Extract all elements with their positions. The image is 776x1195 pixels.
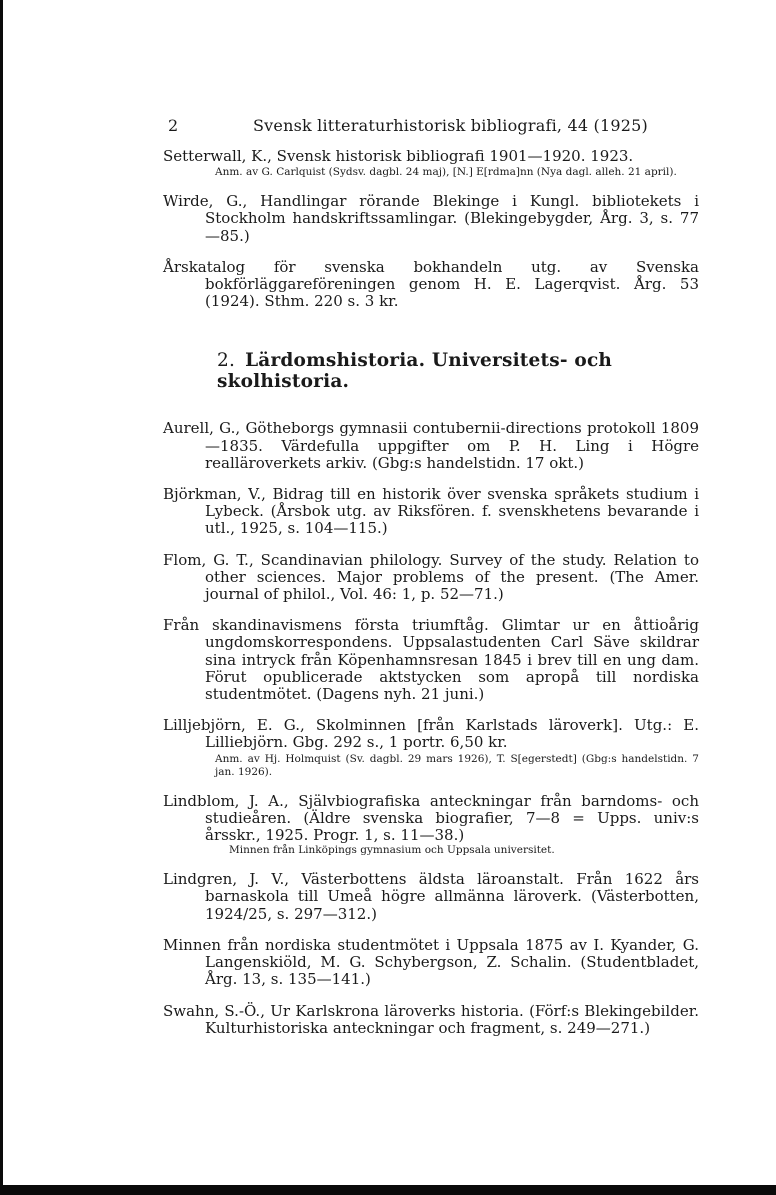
page: [163, 108, 699, 1051]
scan-border-left: [0, 0, 3, 1195]
page-number: 2: [168, 116, 179, 135]
entry-text: Lindgren, J. V., Västerbottens äldsta läroanstalt. Från 1622 års barnaskola till Umeå högre allmänna läroverk. (Västerbotten, 1924/25, s. 297—312.): [163, 870, 699, 923]
entry-text: Lilljebjörn, E. G., Skolminnen [från Karlstads läroverk]. Utg.: E. Lilliebjörn. Gbg. 292 s., 1 portr. 6,50 kr.: [163, 716, 699, 752]
entry-note: Anm. av Hj. Holmquist (Sv. dagbl. 29 mars 1926), T. S[egerstedt] (Gbg:s handelstidn. 7 jan. 1926).: [215, 752, 699, 778]
entry-text: Lindblom, J. A., Självbiografiska anteckningar från barndoms- och studieåren. (Äldre svenska biografier, 7—8 = Upps. univ:s årsskr., 1925. Progr. 1, s. 11—38.): [163, 791, 699, 845]
entry-text: Årskatalog för svenska bokhandeln utg. av Svenska bokförläggareföreningen genom H. E. Lagerqvist. Årg. 53 (1924). Sthm. 220 s. 3 kr.: [163, 257, 699, 311]
entry-minnen: [163, 937, 699, 989]
entry-flom: [163, 552, 699, 604]
entry-text: Björkman, V., Bidrag till en historik över svenska språkets studium i Lybeck. (Årsbok utg. av Riksfören. f. svenskhetens bevarande i utl., 1925, s. 104—115.): [163, 485, 699, 538]
entry-fran-skandinavismens: [163, 617, 699, 703]
entry-arskatalog: [163, 259, 699, 311]
entry-note: Anm. av G. Carlquist (Sydsv. dagbl. 24 maj), [N.] E[rdma]nn (Nya dagl. alleh. 21 april).: [215, 166, 677, 179]
entry-bjorkman: [163, 486, 699, 538]
entry-text: Minnen från nordiska studentmötet i Uppsala 1875 av I. Kyander, G. Langenskiöld, M. G. Schybergson, Z. Schalin. (Studentbladet, Årg. 13, s. 135—141.): [163, 935, 699, 989]
entry-setterwall: [163, 148, 699, 179]
entry-aurell: [163, 420, 699, 472]
entry-swahn: [163, 1003, 699, 1037]
entry-text: Swahn, S.-Ö., Ur Karlskrona läroverks historia. (Förf:s Blekingebilder. Kulturhistoriska anteckningar och fragment, s. 249—271.): [163, 1001, 699, 1037]
entry-text: Aurell, G., Götheborgs gymnasii contubernii-directions protokoll 1809 —1835. Värdefulla uppgifter om P. H. Ling i Högre realläroverkets arkiv. (Gbg:s handelstidn. 17 okt.): [163, 419, 699, 472]
entry-note: Minnen från Linköpings gymnasium och Uppsala universitet.: [229, 844, 555, 857]
entries-section: [163, 420, 699, 1036]
entry-text: Från skandinavismens första triumftåg. Glimtar ur en åttioårig ungdomskorrespondens. Uppsalastudenten Carl Säve skildrar sina intryck från Köpenhamnsresan 1845 i brev till en ung dam. Förut opublicerade aktstycken som apropå till nordiska studentmötet. (Dagens nyh. 21 juni.): [163, 616, 699, 704]
section-heading: [217, 350, 699, 392]
running-title: Svensk litteraturhistorisk bibliografi, 44 (1925): [253, 116, 648, 135]
entry-text: Flom, G. T., Scandinavian philology. Survey of the study. Relation to other sciences. Major problems of the present. (The Amer. journal of philol., Vol. 46: 1, p. 52—71.): [163, 550, 699, 604]
section-title: Lärdomshistoria. Universitets- och skolhistoria.: [217, 350, 613, 393]
entry-text: Wirde, G., Handlingar rörande Blekinge i Kungl. bibliotekets i Stockholm handskriftssamlingar. (Blekingebygder, Årg. 3, s. 77—85.): [163, 192, 699, 245]
entries-top: [163, 148, 699, 310]
running-head: [163, 108, 699, 134]
scan-border-bottom: [0, 1185, 776, 1195]
section-number: 2.: [217, 350, 236, 372]
entry-wirde: [163, 193, 699, 245]
entry-lilljebjorn: [163, 717, 699, 778]
entry-lindgren: [163, 871, 699, 923]
entry-text: Setterwall, K., Svensk historisk bibliografi 1901—1920. 1923.: [163, 147, 634, 165]
entry-lindblom: [163, 793, 699, 858]
